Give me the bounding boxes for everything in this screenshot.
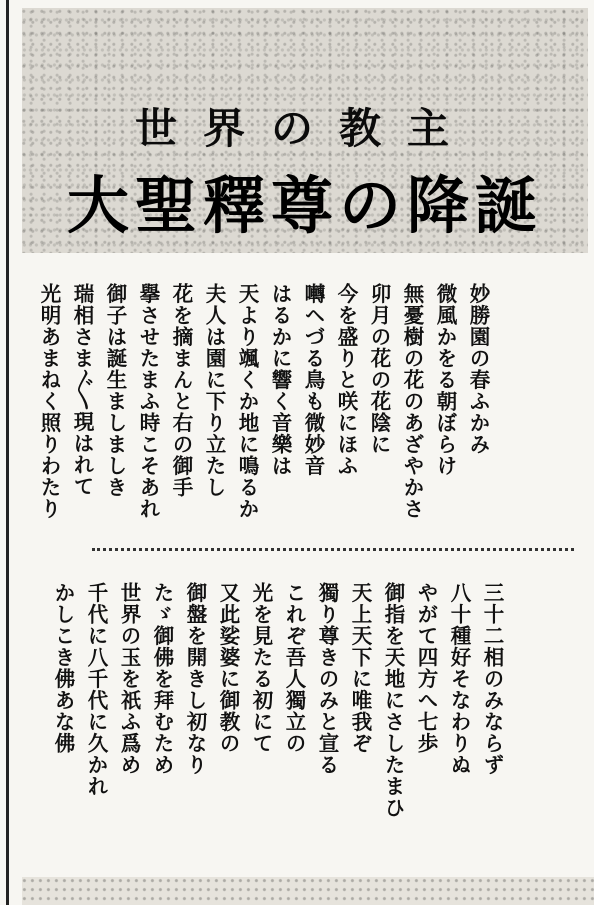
header-banner <box>22 8 588 253</box>
title-line1: 世界の教主 <box>134 104 475 153</box>
poem-line: 御指を天地にさしたまひ <box>381 582 405 819</box>
poem-line: たゞ御佛を拜むため <box>150 582 174 776</box>
poem-line: 無憂樹の花のあざやかさ <box>400 283 424 520</box>
poem-line: 御子は誕生ましましき <box>103 283 127 498</box>
poem-line: 御盤を開きし初なり <box>183 582 207 776</box>
poem-line: 花を摘まんと右の御手 <box>169 283 193 498</box>
poem-line: 三十二相のみならず <box>480 582 504 776</box>
poem-line: 卯月の花の花陰に <box>367 283 391 455</box>
poem-line: 千代に八千代に久かれ <box>84 582 108 797</box>
poem-line: 光明あまねく照りわたり <box>37 283 61 520</box>
poem-line: やがて四方へ七歩 <box>414 582 438 754</box>
section-divider <box>92 548 574 551</box>
poem-line: 微風かをる朝ぼらけ <box>433 283 457 477</box>
poem-line: 擧させたまふ時こそあれ <box>136 283 160 520</box>
title-line2: 大聖釋尊の降誕 <box>66 169 543 242</box>
left-border <box>6 0 9 905</box>
poem-line: 天上天下に唯我ぞ <box>348 582 372 754</box>
poem-line: 囀ヘづる鳥も微妙音 <box>301 283 325 477</box>
poem-line: 世界の玉を祇ふ爲め <box>117 582 141 776</box>
poem-line: はるかに響く音樂は <box>268 283 292 477</box>
poem-line: 妙勝園の春ふかみ <box>466 283 490 455</box>
poem-line: 光を見たる初にて <box>249 582 273 754</box>
poem-line: 又此娑婆に御教の <box>216 582 240 754</box>
poem-line: 八十種好そなわりぬ <box>447 582 471 776</box>
poem-line: これぞ吾人獨立の <box>282 582 306 754</box>
poem-line: 瑞相さま〴〵現はれて <box>70 283 94 497</box>
poem-line: 夫人は園に下り立たし <box>202 283 226 498</box>
poem-bottom <box>46 582 508 882</box>
bottom-border-texture <box>22 877 594 905</box>
poem-line: 獨り尊きのみと宣る <box>315 582 339 776</box>
poem-line: 天より颯くか地に鳴るか <box>235 283 259 520</box>
poem-top <box>32 283 494 533</box>
poem-line: かしこき佛あな佛 <box>51 582 75 754</box>
poem-line: 今を盛りと咲にほふ <box>334 283 358 477</box>
